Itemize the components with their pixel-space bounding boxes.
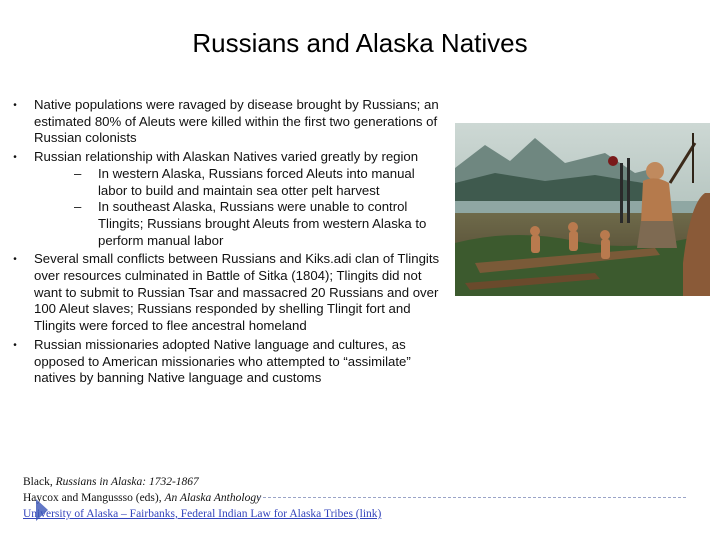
bullet-item xyxy=(10,97,445,147)
bullet-item xyxy=(10,149,445,249)
bullet-text: Russian relationship with Alaskan Natives varied greatly by region xyxy=(34,149,419,165)
sub-bullet-marker: – xyxy=(74,165,82,181)
reference-1 xyxy=(23,474,543,490)
sub-bullet-item xyxy=(34,199,445,249)
reference-3 xyxy=(23,506,543,522)
reference-link[interactable]: University of Alaska – Fairbanks, Federal Indian Law for Alaska Tribes (link) xyxy=(23,508,382,520)
references xyxy=(23,474,543,522)
sub-bullet-marker: – xyxy=(74,199,82,215)
reference-2 xyxy=(23,490,543,506)
sub-bullet-item xyxy=(34,166,445,199)
bullet-marker: • xyxy=(13,152,17,164)
bullet-marker: • xyxy=(13,254,17,266)
bullet-text: Several small conflicts between Russians and Kiks.adi clan of Tlingits over resources culminated in Battle of Sitka (1804); Tlingits did not want to submit to Russian Tsar and massacred 20 Russians and over 100 Aleut slaves; Russians responded by shelling Tlingit fort and Tlingits were forced to flee ancestral homeland xyxy=(34,251,440,334)
slide-title: Russians and Alaska Natives xyxy=(192,28,528,58)
bullet-item xyxy=(10,251,445,335)
reference-author: Haycox and Mangussso (eds), xyxy=(23,492,165,504)
reference-title: Russians in Alaska: 1732-1867 xyxy=(55,476,199,488)
bullet-marker: • xyxy=(13,339,17,351)
bullet-text: Native populations were ravaged by disease brought by Russians; an estimated 80% of Aleuts were killed within the first two generations of Russian colonists xyxy=(34,97,439,146)
sub-bullet-text: In western Alaska, Russians forced Aleuts into manual labor to build and maintain sea otter pelt harvest xyxy=(98,165,415,198)
sub-bullet-text: In southeast Alaska, Russians were unable to control Tlingits; Russians brought Aleuts from western Alaska to perform manual labor xyxy=(98,199,427,248)
battle-painting xyxy=(455,123,710,296)
bullet-marker: • xyxy=(13,100,17,111)
play-arrow-icon[interactable] xyxy=(36,499,48,521)
reference-author: Black, xyxy=(23,476,56,488)
sub-bullet-list xyxy=(34,166,445,250)
bullet-item xyxy=(10,337,445,387)
reference-title: An Alaska Anthology xyxy=(164,492,262,504)
bullet-list xyxy=(10,97,445,389)
bullet-text: Russian missionaries adopted Native language and cultures, as opposed to American missionaries who attempted to “assimilate” natives by banning Native language and customs xyxy=(34,336,411,386)
divider-line xyxy=(258,497,686,498)
